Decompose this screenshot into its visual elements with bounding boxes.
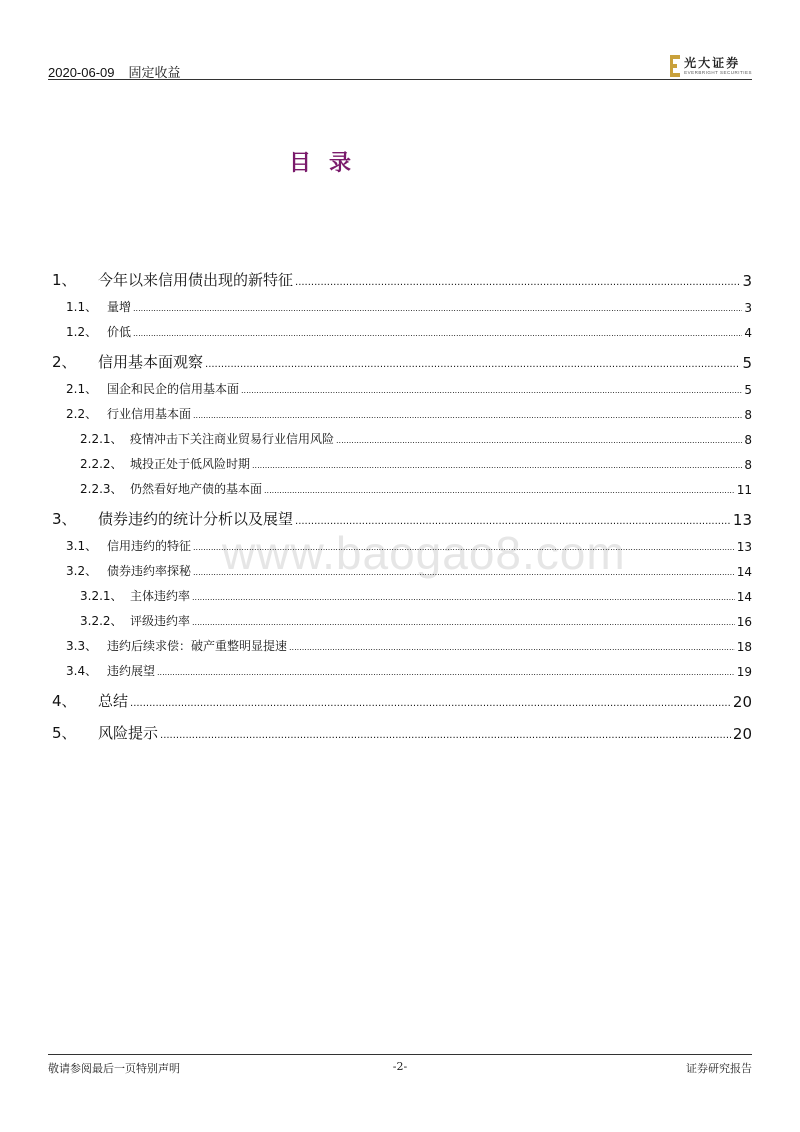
toc-entry-page: 8: [744, 408, 752, 422]
logo-name-cn: 光大证券: [684, 55, 741, 70]
toc-leader-dots: [264, 485, 735, 497]
toc-entry-label: 主体违约率: [130, 589, 191, 603]
toc-entry-number: 1.2、: [66, 325, 98, 339]
toc-gap: [48, 679, 752, 687]
toc-entry-label: 行业信用基本面: [107, 407, 192, 421]
toc-entry-level-2[interactable]: [48, 529, 752, 554]
toc-entry-label: 量增: [107, 300, 132, 314]
company-logo: [670, 54, 752, 78]
toc-entry-level-2[interactable]: [48, 315, 752, 340]
toc-leader-dots: [192, 592, 735, 604]
toc-entry-label: 价低: [107, 325, 132, 339]
page-number: -2-: [392, 1060, 408, 1073]
toc-leader-dots: [160, 729, 731, 743]
toc-entry-number: 1.1、: [66, 300, 98, 314]
page-footer: [48, 1054, 752, 1075]
toc-entry-number: 2.2、: [66, 407, 98, 421]
toc-entry-page: 13: [736, 540, 752, 554]
watermark: www.baogao8.com: [222, 527, 626, 579]
toc-leader-dots: [289, 642, 735, 654]
toc-entry-level-2[interactable]: [48, 554, 752, 579]
toc-entry-label: 城投正处于低风险时期: [130, 457, 251, 471]
header-divider: [48, 79, 752, 80]
toc-entry-label: 债券违约率探秘: [107, 564, 192, 578]
logo-mark-icon: [670, 55, 680, 77]
toc-entry-level-3[interactable]: [48, 472, 752, 497]
toc-entry-number: 2.2.1、: [80, 432, 123, 446]
toc-entry-page: 4: [744, 326, 752, 340]
toc-entry-number: 3.3、: [66, 639, 98, 653]
table-of-contents: [48, 266, 752, 743]
toc-entry-level-3[interactable]: [48, 447, 752, 472]
toc-entry-page: 18: [736, 640, 752, 654]
toc-leader-dots: [130, 697, 731, 711]
toc-leader-dots: [192, 617, 735, 629]
toc-entry-number: 2、: [52, 353, 77, 371]
toc-entry-page: 14: [736, 565, 752, 579]
toc-entry-level-2[interactable]: [48, 654, 752, 679]
toc-entry-label: 评级违约率: [130, 614, 191, 628]
report-category: 固定收益: [128, 65, 181, 80]
toc-entry-level-1[interactable]: [48, 348, 752, 372]
toc-entry-page: 20: [732, 693, 752, 711]
logo-name-en: EVERBRIGHT SECURITIES: [684, 69, 752, 75]
toc-leader-dots: [133, 328, 742, 340]
toc-entry-label: 违约后续求偿：破产重整明显提速: [107, 639, 288, 653]
toc-leader-dots: [157, 667, 735, 679]
toc-leader-dots: [295, 515, 731, 529]
toc-leader-dots: [252, 460, 742, 472]
toc-entry-level-1[interactable]: [48, 505, 752, 529]
toc-leader-dots: [193, 410, 742, 422]
toc-entry-page: 3: [744, 301, 752, 315]
toc-entry-label: 总结: [98, 692, 129, 710]
toc-entry-number: 2.2.2、: [80, 457, 123, 471]
toc-entry-number: 3.4、: [66, 664, 98, 678]
toc-entry-label: 违约展望: [107, 664, 156, 678]
toc-entry-number: 3、: [52, 510, 77, 528]
toc-entry-label: 信用基本面观察: [98, 353, 204, 371]
toc-entry-level-2[interactable]: [48, 397, 752, 422]
toc-entry-number: 3.1、: [66, 539, 98, 553]
toc-entry-page: 8: [744, 458, 752, 472]
report-date: 2020-06-09: [48, 65, 115, 80]
toc-entry-number: 5、: [52, 724, 77, 742]
toc-entry-level-3[interactable]: [48, 579, 752, 604]
toc-leader-dots: [193, 542, 735, 554]
toc-leader-dots: [241, 385, 742, 397]
toc-entry-page: 20: [732, 725, 752, 743]
toc-entry-level-3[interactable]: [48, 422, 752, 447]
toc-entry-page: 19: [736, 665, 752, 679]
toc-entry-number: 3.2、: [66, 564, 98, 578]
toc-entry-label: 债券违约的统计分析以及展望: [98, 510, 294, 528]
toc-entry-page: 14: [736, 590, 752, 604]
toc-title: 目录: [289, 150, 370, 176]
toc-leader-dots: [295, 276, 740, 290]
toc-entry-page: 5: [744, 383, 752, 397]
toc-entry-label: 信用违约的特征: [107, 539, 192, 553]
toc-entry-label: 国企和民企的信用基本面: [107, 382, 240, 396]
toc-leader-dots: [193, 567, 735, 579]
toc-entry-page: 16: [736, 615, 752, 629]
toc-entry-label: 今年以来信用债出现的新特征: [98, 271, 294, 289]
toc-entry-level-1[interactable]: [48, 719, 752, 743]
disclaimer-note: 敬请参阅最后一页特别声明: [48, 1062, 180, 1075]
toc-entry-page: 5: [742, 354, 752, 372]
toc-entry-number: 2.1、: [66, 382, 98, 396]
toc-entry-number: 3.2.1、: [80, 589, 123, 603]
toc-entry-page: 11: [736, 483, 752, 497]
toc-entry-level-2[interactable]: [48, 372, 752, 397]
toc-leader-dots: [133, 303, 742, 315]
toc-leader-dots: [205, 358, 740, 372]
toc-leader-dots: [336, 435, 742, 447]
toc-gap: [48, 711, 752, 719]
toc-entry-label: 风险提示: [98, 724, 159, 742]
toc-entry-page: 13: [732, 511, 752, 529]
toc-entry-level-3[interactable]: [48, 604, 752, 629]
toc-entry-label: 仍然看好地产债的基本面: [130, 482, 263, 496]
toc-entry-level-1[interactable]: [48, 687, 752, 711]
report-type: 证券研究报告: [686, 1062, 752, 1075]
toc-entry-page: 3: [742, 272, 752, 290]
toc-entry-label: 疫情冲击下关注商业贸易行业信用风险: [130, 432, 335, 446]
toc-entry-level-1[interactable]: [48, 266, 752, 290]
page-header: [48, 54, 752, 80]
toc-entry-number: 4、: [52, 692, 77, 710]
toc-gap: [48, 340, 752, 348]
toc-entry-level-2[interactable]: [48, 629, 752, 654]
toc-entry-number: 3.2.2、: [80, 614, 123, 628]
toc-entry-number: 2.2.3、: [80, 482, 123, 496]
toc-entry-number: 1、: [52, 271, 77, 289]
toc-entry-page: 8: [744, 433, 752, 447]
toc-entry-level-2[interactable]: [48, 290, 752, 315]
toc-gap: [48, 497, 752, 505]
